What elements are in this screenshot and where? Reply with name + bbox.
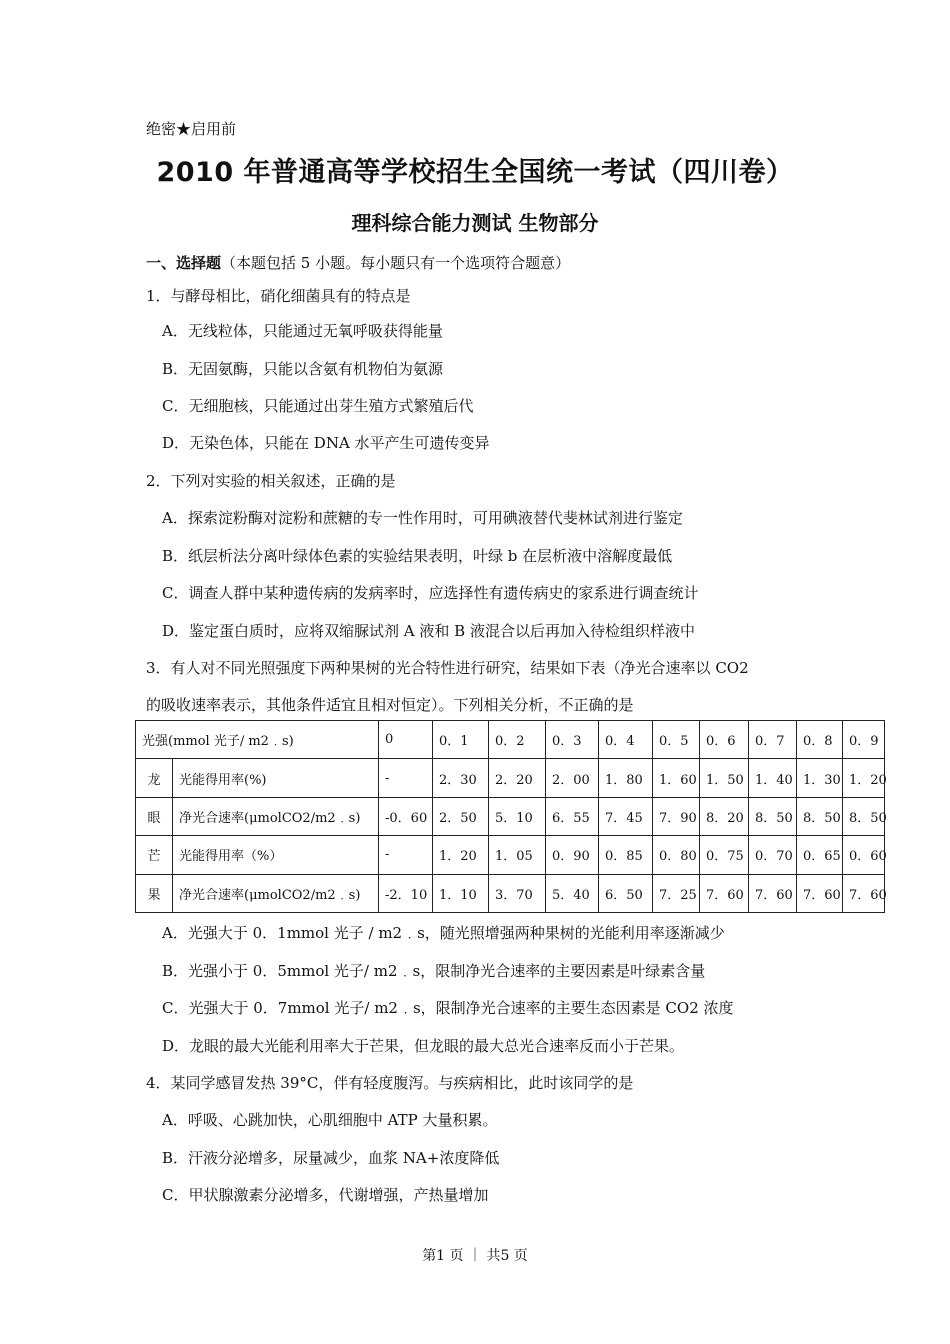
table-cell: 7．60 [700,874,749,912]
table-row [136,759,885,797]
header-label-cell: 光强(mmol 光子/ m2﹒s) [136,721,379,759]
table-cell: 0．65 [797,836,843,874]
table-cell: 1．60 [653,759,700,797]
table-cell: 7．25 [653,874,700,912]
table-cell: 2．50 [433,797,489,835]
header-value-cell: 0．5 [653,721,700,759]
q2-option-c: C．调查人群中某种遗传病的发病率时，应选择性有遗传病史的家系进行调查统计 [162,584,699,602]
group-name-top: 芒 [136,836,173,874]
table-row [136,836,885,874]
header-value-cell: 0．1 [433,721,489,759]
q1-option-c: C．无细胞核，只能通过出芽生殖方式繁殖后代 [162,397,474,415]
table-cell: 1．20 [843,759,885,797]
q1-option-b: B．无固氨酶，只能以含氨有机物伯为氨源 [162,360,444,378]
header-value-cell: 0．8 [797,721,843,759]
header-value-cell: 0．2 [489,721,546,759]
q3-stem-line2: 的吸收速率表示，其他条件适宜且相对恒定）。下列相关分析，不正确的是 [146,696,634,714]
table-cell: 6．50 [599,874,653,912]
table-cell: 8．50 [749,797,797,835]
header-value-cell: 0．4 [599,721,653,759]
secret-label: 绝密★启用前 [146,120,237,138]
exam-title: 2010 年普通高等学校招生全国统一考试（四川卷） [156,157,794,188]
table-cell: 7．45 [599,797,653,835]
table-cell: - [379,836,433,874]
q3-option-b: B．光强小于 0．5mmol 光子/ m2﹒s，限制净光合速率的主要因素是叶绿素含量 [162,962,706,980]
table-header-row [136,721,885,759]
group-name-top: 龙 [136,759,173,797]
header-value-cell: 0．7 [749,721,797,759]
header-value-cell: 0．3 [546,721,599,759]
table-cell: 1．10 [433,874,489,912]
table-row [136,797,885,835]
table-cell: -0．60 [379,797,433,835]
group-name-bottom: 果 [136,874,173,912]
page-footer: 第1 页 ｜ 共5 页 [422,1248,528,1264]
q3-option-a: A．光强大于 0．1mmol 光子 / m2﹒s，随光照增强两种果树的光能利用率逐渐减少 [162,924,725,942]
table-cell: - [379,759,433,797]
table-cell: 2．00 [546,759,599,797]
q2-stem: 2．下列对实验的相关叙述，正确的是 [146,472,396,490]
table-cell: 1．50 [700,759,749,797]
q1-option-a: A．无线粒体，只能通过无氧呼吸获得能量 [162,322,443,340]
row-label-cell: 净光合速率(μmolCO2/m2﹒s) [173,797,379,835]
table-cell: 2．20 [489,759,546,797]
q3-stem-line1: 3．有人对不同光照强度下两种果树的光合特性进行研究，结果如下表（净光合速率以 CO2 [146,659,749,677]
table-cell: 1．20 [433,836,489,874]
q3-option-d: D．龙眼的最大光能利用率大于芒果，但龙眼的最大总光合速率反而小于芒果。 [162,1037,685,1055]
light-data-table [135,720,885,913]
table-cell: 0．90 [546,836,599,874]
q1-option-d: D．无染色体，只能在 DNA 水平产生可遗传变异 [162,434,490,452]
group-name-bottom: 眼 [136,797,173,835]
header-value-cell: 0 [379,721,433,759]
table-cell: 7．60 [843,874,885,912]
table-cell: 5．40 [546,874,599,912]
header-value-cell: 0．6 [700,721,749,759]
table-cell: 0．70 [749,836,797,874]
row-label-cell: 光能得用率（%） [173,836,379,874]
table-cell: -2．10 [379,874,433,912]
table-cell: 5．10 [489,797,546,835]
table-cell: 7．90 [653,797,700,835]
table-cell: 1．05 [489,836,546,874]
table-cell: 8．50 [843,797,885,835]
table-cell: 7．60 [749,874,797,912]
section-note: （本题包括 5 小题。每小题只有一个选项符合题意） [221,254,571,272]
q2-option-d: D．鉴定蛋白质时，应将双缩脲试剂 A 液和 B 液混合以后再加入待检组织样液中 [162,622,695,640]
row-label-cell: 净光合速率(μmolCO2/m2﹒s) [173,874,379,912]
section-label: 一、选择题 [146,254,222,272]
table-cell: 0．75 [700,836,749,874]
table-cell: 1．30 [797,759,843,797]
table-cell: 1．40 [749,759,797,797]
q2-option-a: A．探索淀粉酶对淀粉和蔗糖的专一性作用时，可用碘液替代斐林试剂进行鉴定 [162,509,683,527]
q4-option-b: B．汗液分泌增多，尿量减少，血浆 NA+浓度降低 [162,1149,500,1167]
q4-stem: 4．某同学感冒发热 39°C，伴有轻度腹泻。与疾病相比，此时该同学的是 [146,1074,634,1092]
table-cell: 8．50 [797,797,843,835]
q1-stem: 1．与酵母相比，硝化细菌具有的特点是 [146,287,411,305]
table-cell: 0．60 [843,836,885,874]
table-cell: 2．30 [433,759,489,797]
table-cell: 3．70 [489,874,546,912]
header-value-cell: 0．9 [843,721,885,759]
q4-option-c: C．甲状腺激素分泌增多，代谢增强，产热量增加 [162,1186,489,1204]
q3-option-c: C．光强大于 0．7mmol 光子/ m2﹒s，限制净光合速率的主要生态因素是 CO2 浓度 [162,999,734,1017]
exam-subtitle: 理科综合能力测试 生物部分 [351,211,599,235]
section-heading [146,252,570,273]
q4-option-a: A．呼吸、心跳加快，心肌细胞中 ATP 大量积累。 [162,1111,498,1129]
table-row [136,874,885,912]
table-cell: 1．80 [599,759,653,797]
table-cell: 8．20 [700,797,749,835]
q2-option-b: B．纸层析法分离叶绿体色素的实验结果表明，叶绿 b 在层析液中溶解度最低 [162,547,673,565]
table-cell: 6．55 [546,797,599,835]
table-cell: 7．60 [797,874,843,912]
row-label-cell: 光能得用率(%) [173,759,379,797]
table-cell: 0．80 [653,836,700,874]
table-cell: 0．85 [599,836,653,874]
